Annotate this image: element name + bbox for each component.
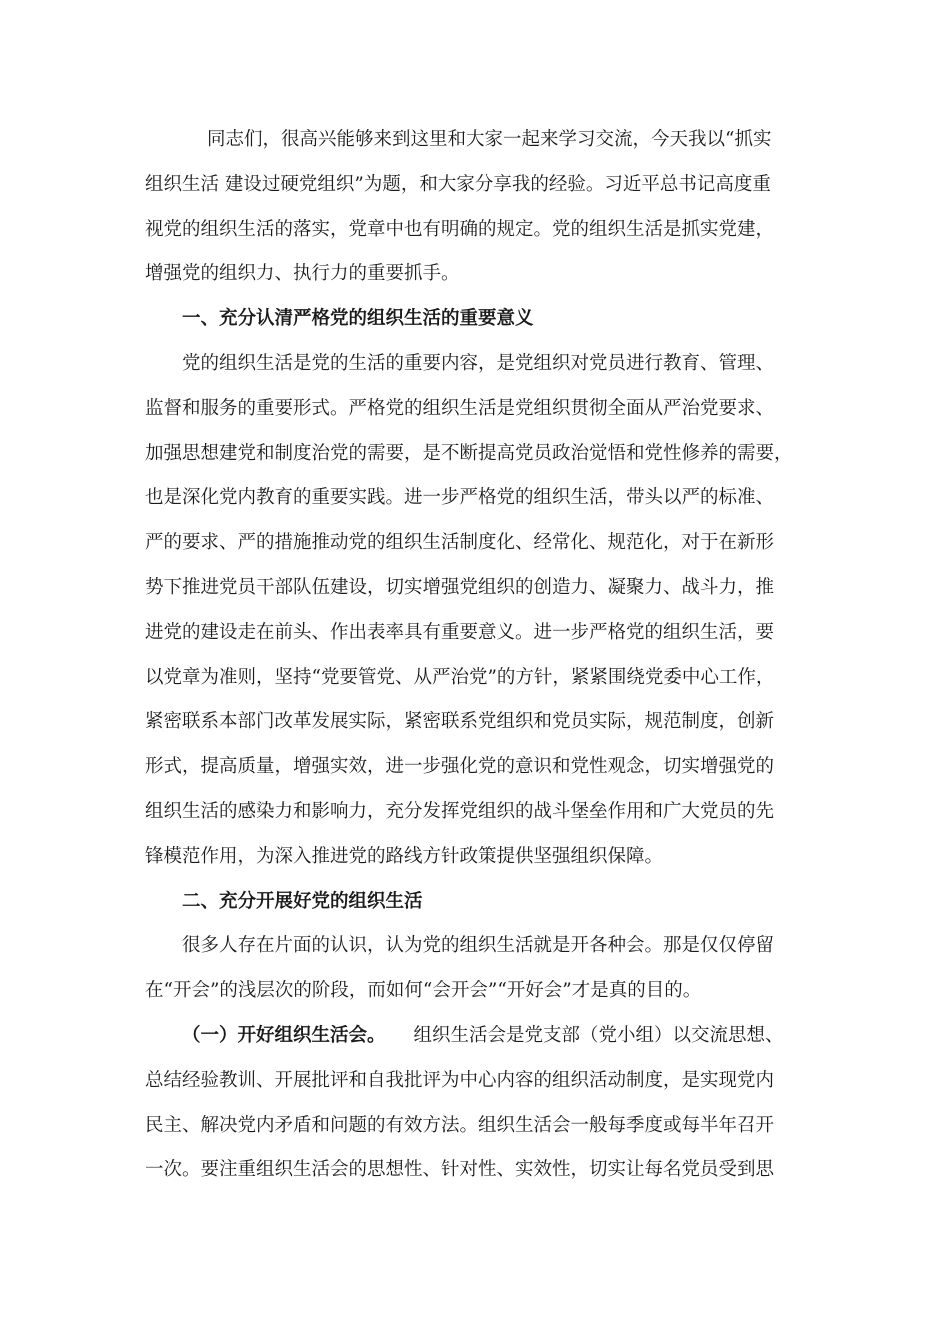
subsection-first-line: [145, 1014, 805, 1059]
paragraph-line: 紧密联系本部门改革发展实际，紧密联系党组织和党员实际，规范制度，创新: [145, 711, 775, 733]
paragraph-line: 监督和服务的重要形式。严格党的组织生活是党组织贯彻全面从严治党要求、: [145, 397, 775, 419]
intro-line: 增强党的组织力、执行力的重要抓手。: [145, 263, 460, 285]
paragraph-line: 加强思想建党和制度治党的需要，是不断提高党员政治觉悟和党性修养的需要，: [145, 442, 793, 464]
section-heading-1: 一、充分认清严格党的组织生活的重要意义: [182, 308, 534, 330]
intro-line: 视党的组织生活的落实，党章中也有明确的规定。党的组织生活是抓实党建，: [145, 218, 775, 240]
document-body: [145, 118, 805, 1193]
intro-line: 组织生活 建设过硬党组织”为题，和大家分享我的经验。习近平总书记高度重: [145, 173, 771, 195]
paragraph-line: 也是深化党内教育的重要实践。进一步严格党的组织生活，带头以严的标准、: [145, 487, 775, 509]
intro-line: 同志们，很高兴能够来到这里和大家一起来学习交流，今天我以“抓实: [207, 129, 772, 150]
paragraph-line: 党的组织生活是党的生活的重要内容，是党组织对党员进行教育、管理、: [182, 352, 775, 374]
paragraph-line: 总结经验教训、开展批评和自我批评为中心内容的组织活动制度，是实现党内: [145, 1069, 775, 1091]
paragraph-line: 在“开会”的浅层次的阶段，而如何“会开会”“开好会”才是真的目的。: [145, 980, 702, 1002]
subsection-first-line-text: 组织生活会是党支部（党小组）以交流思想、: [413, 1024, 784, 1046]
paragraph-line: 很多人存在片面的认识，认为党的组织生活就是开各种会。那是仅仅停留: [182, 935, 775, 957]
subsection-heading-1: （一）开好组织生活会。: [182, 1024, 386, 1046]
paragraph-line: 民主、解决党内矛盾和问题的有效方法。组织生活会一般每季度或每半年召开: [145, 1114, 775, 1136]
paragraph-line: 组织生活的感染力和影响力，充分发挥党组织的战斗堡垒作用和广大党员的先: [145, 800, 775, 822]
paragraph-line: 形式，提高质量，增强实效，进一步强化党的意识和党性观念，切实增强党的: [145, 756, 775, 778]
paragraph-line: 严的要求、严的措施推动党的组织生活制度化、经常化、规范化，对于在新形: [145, 532, 775, 554]
paragraph-line: 锋模范作用，为深入推进党的路线方针政策提供坚强组织保障。: [145, 845, 664, 867]
paragraph-line: 进党的建设走在前头、作出表率具有重要意义。进一步严格党的组织生活，要: [145, 621, 775, 643]
paragraph-line: 以党章为准则，坚持“党要管党、从严治党”的方针，紧紧围绕党委中心工作，: [145, 666, 775, 688]
paragraph-line: 一次。要注重组织生活会的思想性、针对性、实效性，切实让每名党员受到思: [145, 1159, 775, 1181]
section-heading-2: 二、充分开展好党的组织生活: [182, 890, 423, 912]
paragraph-line: 势下推进党员干部队伍建设，切实增强党组织的创造力、凝聚力、战斗力，推: [145, 576, 775, 598]
